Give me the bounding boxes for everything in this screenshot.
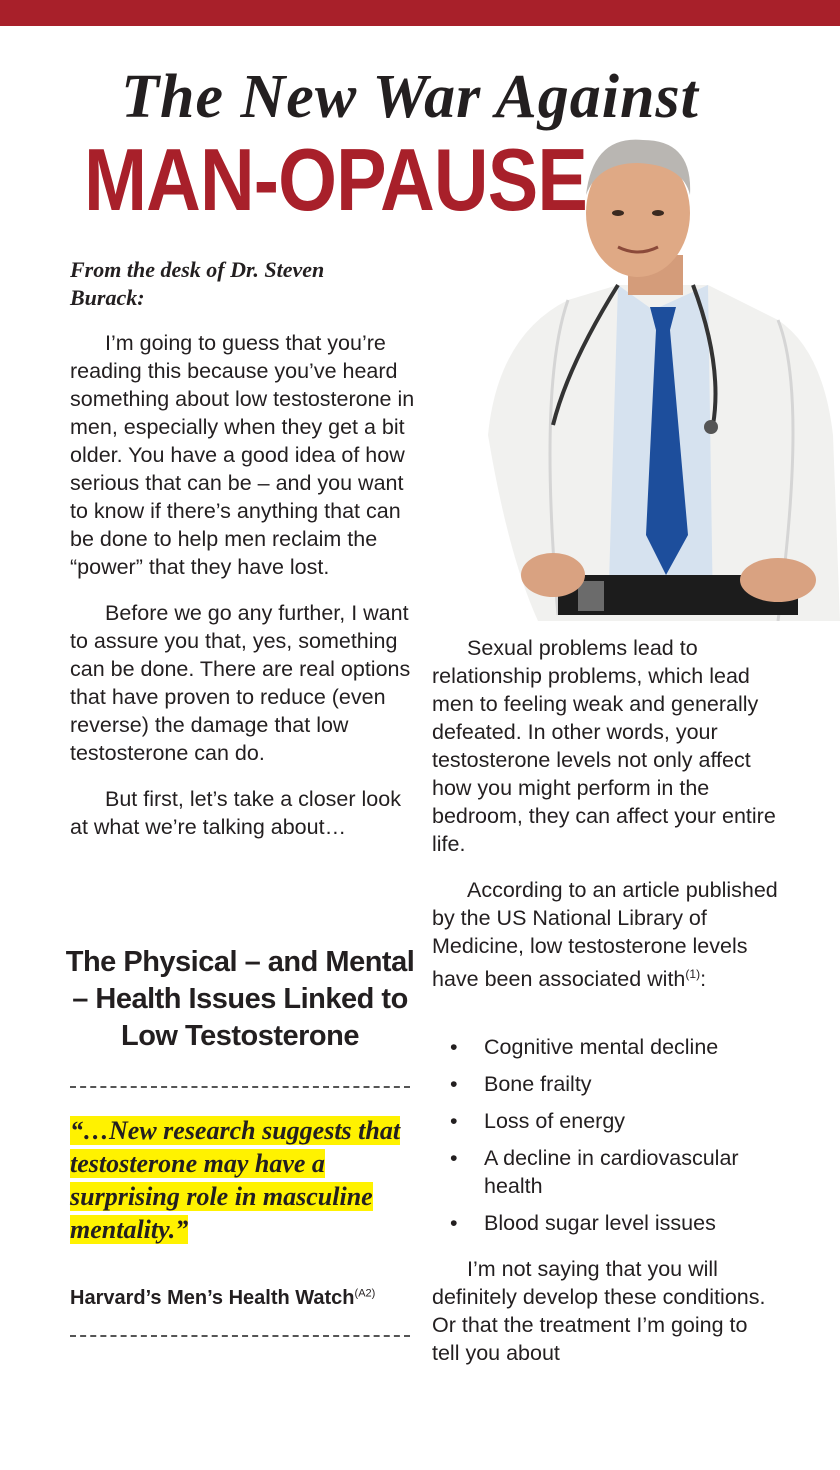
list-item: • Loss of energy bbox=[432, 1107, 782, 1135]
quote-reference: (A2) bbox=[354, 1287, 376, 1300]
paragraph-suffix: : bbox=[700, 967, 707, 992]
quote-text: “…New research suggests that testosterone may have a surprising role in masculine mentality.” bbox=[70, 1116, 401, 1244]
quote-source-text: Harvard’s Men’s Health Watch bbox=[70, 1287, 355, 1309]
quote-source bbox=[70, 1287, 375, 1310]
list-item: • Bone frailty bbox=[432, 1070, 782, 1098]
paragraph: But first, let’s take a closer look at what we’re talking about… bbox=[70, 787, 401, 839]
headline-line-2: MAN-OPAUSE bbox=[84, 130, 587, 229]
citation-reference: (1) bbox=[685, 967, 701, 981]
paragraph: Sexual problems lead to relationship problems, which lead men to feeling weak and generally defeated. In other words, your testosterone levels not only affect how you might perform in the bedroom, they can affect your entire life. bbox=[432, 636, 776, 856]
paragraph-text: According to an article published by the US National Library of Medicine, low testosterone levels have been associated with bbox=[432, 878, 778, 992]
right-column bbox=[432, 634, 782, 1011]
paragraph: Before we go any further, I want to assure you that, yes, something can be done. There are real options that have proven to reduce (even reverse) the damage that low testosterone can do. bbox=[70, 601, 411, 765]
paragraph bbox=[432, 876, 782, 993]
paragraph: I’m not saying that you will definitely develop these conditions. Or that the treatment I’m going to tell you about bbox=[432, 1257, 766, 1365]
byline: From the desk of Dr. Steven Burack: bbox=[70, 257, 325, 310]
top-red-bar bbox=[0, 0, 840, 26]
list-item: • Cognitive mental decline bbox=[432, 1033, 782, 1061]
list-item: • Blood sugar level issues bbox=[432, 1209, 782, 1237]
dashed-divider-bottom bbox=[70, 1335, 410, 1337]
headline-line-1: The New War Against bbox=[121, 63, 699, 131]
section-subhead: The Physical – and Mental – Health Issues Linked to Low Testosterone bbox=[65, 946, 415, 1052]
left-column bbox=[70, 329, 415, 859]
highlighted-quote bbox=[70, 1114, 415, 1246]
list-item: • A decline in cardiovascular health bbox=[432, 1144, 782, 1200]
paragraph: I’m going to guess that you’re reading this because you’ve heard something about low testosterone in men, especially when they get a bit older. You have a good idea of how serious that can be – and you want to know if there’s anything that can be done to help men reclaim the “power” that they have lost. bbox=[70, 331, 415, 579]
continuation-text bbox=[432, 1255, 777, 1367]
bullet-list bbox=[432, 1033, 782, 1246]
doctor-photo bbox=[478, 135, 840, 621]
dashed-divider-top bbox=[70, 1086, 410, 1088]
